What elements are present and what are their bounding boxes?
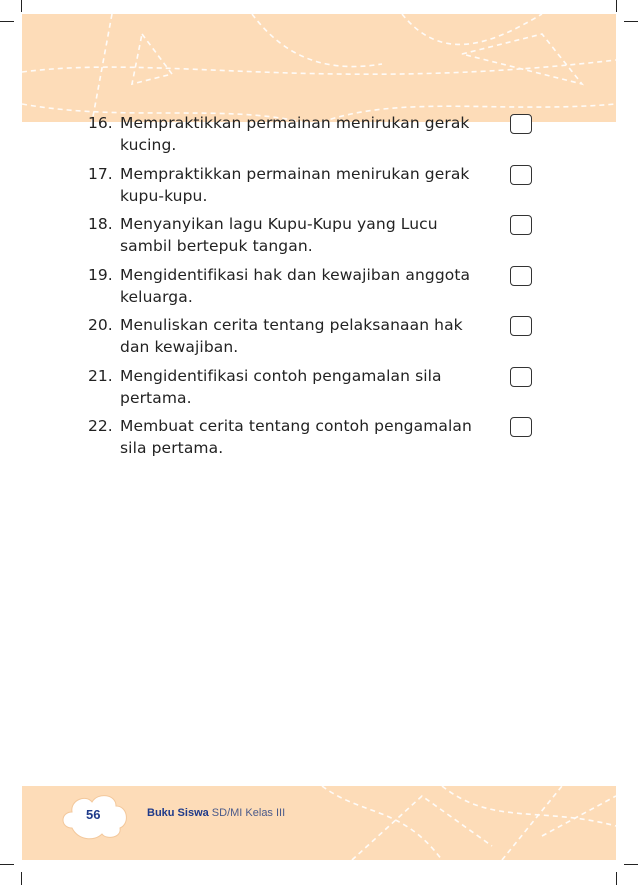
- dashed-line-pattern: [22, 14, 616, 122]
- checkbox[interactable]: [510, 367, 532, 387]
- crop-mark: [0, 21, 14, 22]
- item-text: Membuat cerita tentang contoh pengamalan sila pertama.: [120, 417, 472, 457]
- page-number: 56: [86, 807, 101, 822]
- checkbox[interactable]: [510, 215, 532, 235]
- header-decoration-band: [22, 14, 616, 122]
- item-number: 20.: [88, 316, 113, 334]
- book-title: [147, 807, 285, 819]
- item-text: Mengidentifikasi hak dan kewajiban anggota keluarga.: [120, 265, 471, 306]
- crop-mark: [624, 21, 638, 22]
- item-number: 19.: [88, 265, 113, 284]
- crop-mark: [0, 864, 14, 865]
- crop-mark: [624, 864, 638, 865]
- checkbox[interactable]: [510, 114, 532, 134]
- item-text: Menyanyikan lagu Kupu-Kupu yang Lucu sambil bertepuk tangan.: [120, 215, 438, 255]
- checklist-item: [88, 163, 538, 214]
- checklist-item: [88, 415, 538, 466]
- checkbox[interactable]: [510, 417, 532, 437]
- crop-mark: [21, 0, 22, 12]
- item-number: 22.: [88, 417, 113, 435]
- book-title-bold: Buku Siswa: [147, 807, 209, 819]
- checklist-item: [88, 264, 538, 315]
- item-number: 16.: [88, 114, 113, 132]
- item-number: 17.: [88, 164, 113, 183]
- crop-mark: [616, 0, 617, 12]
- item-text: Menuliskan cerita tentang pelaksanaan hak dan kewajiban.: [120, 316, 463, 356]
- crop-mark: [616, 872, 617, 885]
- checkbox[interactable]: [510, 165, 532, 185]
- checklist-item: [88, 112, 538, 163]
- checkbox[interactable]: [510, 266, 532, 286]
- item-text: Mempraktikkan permainan menirukan gerak kupu-kupu.: [120, 164, 470, 205]
- book-title-rest: SD/MI Kelas III: [208, 807, 286, 819]
- checklist: [88, 112, 538, 466]
- item-number: 21.: [88, 366, 113, 385]
- checklist-item: [88, 314, 538, 365]
- checkbox[interactable]: [510, 316, 532, 336]
- checklist-item: [88, 213, 538, 264]
- crop-mark: [21, 872, 22, 885]
- item-text: Mempraktikkan permainan menirukan gerak kucing.: [120, 114, 470, 154]
- item-number: 18.: [88, 215, 113, 233]
- item-text: Mengidentifikasi contoh pengamalan sila pertama.: [120, 366, 442, 407]
- checklist-item: [88, 365, 538, 416]
